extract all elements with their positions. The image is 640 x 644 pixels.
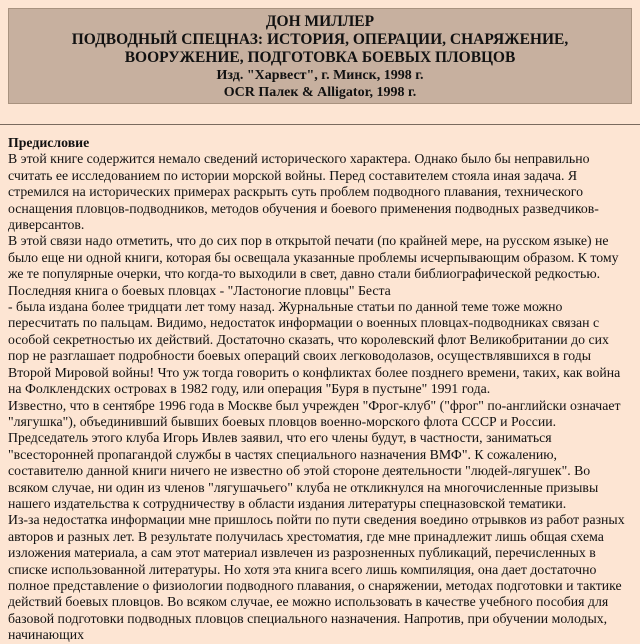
document-body: [0, 125, 640, 644]
title-block: [8, 8, 632, 104]
author-name: ДОН МИЛЛЕР: [265, 13, 375, 30]
book-title-line-2: ВООРУЖЕНИЕ, ПОДГОТОВКА БОЕВЫХ ПЛОВЦОВ: [124, 49, 516, 66]
publisher-info: Изд. "Харвест", г. Минск, 1998 г.: [216, 68, 424, 83]
paragraph: В этой связи надо отметить, что до сих пор в открытой печати (по крайней мере, на русском языке) не было еще ни одной книги, которая бы освещала указанные проблемы исчерпывающим образом. К тому же те популярные очерки, что когда-то выходили в свет, давно стали библиографической редкостью. Последняя книга о боевых пловцах - "Ластоногие пловцы" Беста: [8, 233, 619, 298]
paragraph: Известно, что в сентябре 1996 года в Москве был учрежден "Фрог-клуб" ("фрог" по-английски означает "лягушка"), объединивший бывших боевых пловцов военно-морского флота СССР и России. Председатель этого клуба Игорь Ивлев заявил, что его члены будут, в частности, заниматься "всесторонней пропагандой службы в частях специального назначения ВМФ". К сожалению, составителю данной книги ничего не известно об этой стороне деятельности "людей-лягушек". Во всяком случае, ни один из членов "лягушачьего" клуба не откликнулся на многочисленные призывы нашего издательства к сотрудничеству в области издания литературы спецназовской тематики.: [8, 397, 621, 511]
paragraph: В этой книге содержится немало сведений исторического характера. Однако было бы неправильно считать ее исследованием по истории морской войны. Перед составителем стояла иная задача. Я стремился на исторических примерах раскрыть суть проблем подводного плавания, технического оснащения пловцов-подводников, методов обучения и боевого применения подводных разведчиков-диверсантов.: [8, 151, 599, 233]
book-title-line-1: ПОДВОДНЫЙ СПЕЦНАЗ: ИСТОРИЯ, ОПЕРАЦИИ, СНАРЯЖЕНИЕ,: [71, 31, 569, 48]
paragraph: Из-за недостатка информации мне пришлось пойти по пути сведения воедино отрывков из работ разных авторов и разных лет. В результате получилась хрестоматия, где мне принадлежит лишь общая схема изложения материала, а сам этот материал извлечен из разрозненных публикаций, перечисленных в списке использованной литературы. Но хотя эта книга всего лишь компиляция, она дает достаточно полное представление о физиологии подводного плавания, о снаряжении, методах подготовки и тактике действий боевых пловцов. Во всяком случае, ее можно использовать в качестве учебного пособия для базовой подготовки подводных пловцов специального назначения. Напротив, при обучении молодых, начинающих: [8, 512, 625, 643]
paragraph: - была издана более тридцати лет тому назад. Журнальные статьи по данной теме тоже можно пересчитать по пальцам. Видимо, недостаток информации о военных пловцах-подводниках связан с особой секретностью их действий. Достаточно сказать, что королевский флот Великобритании до сих пор не разглашает подробности боевых операций своих легководолазов, осуществлявшихся в годы Второй Мировой войны! Что уж тогда говорить о конфликтах более позднего времени, таких, как война на Фолклендских островах в 1982 году, или операция "Буря в пустыне" 1991 года.: [8, 299, 621, 397]
section-heading: Предисловие: [8, 135, 90, 150]
ocr-credit: OCR Палек & Alligator, 1998 г.: [223, 85, 417, 100]
